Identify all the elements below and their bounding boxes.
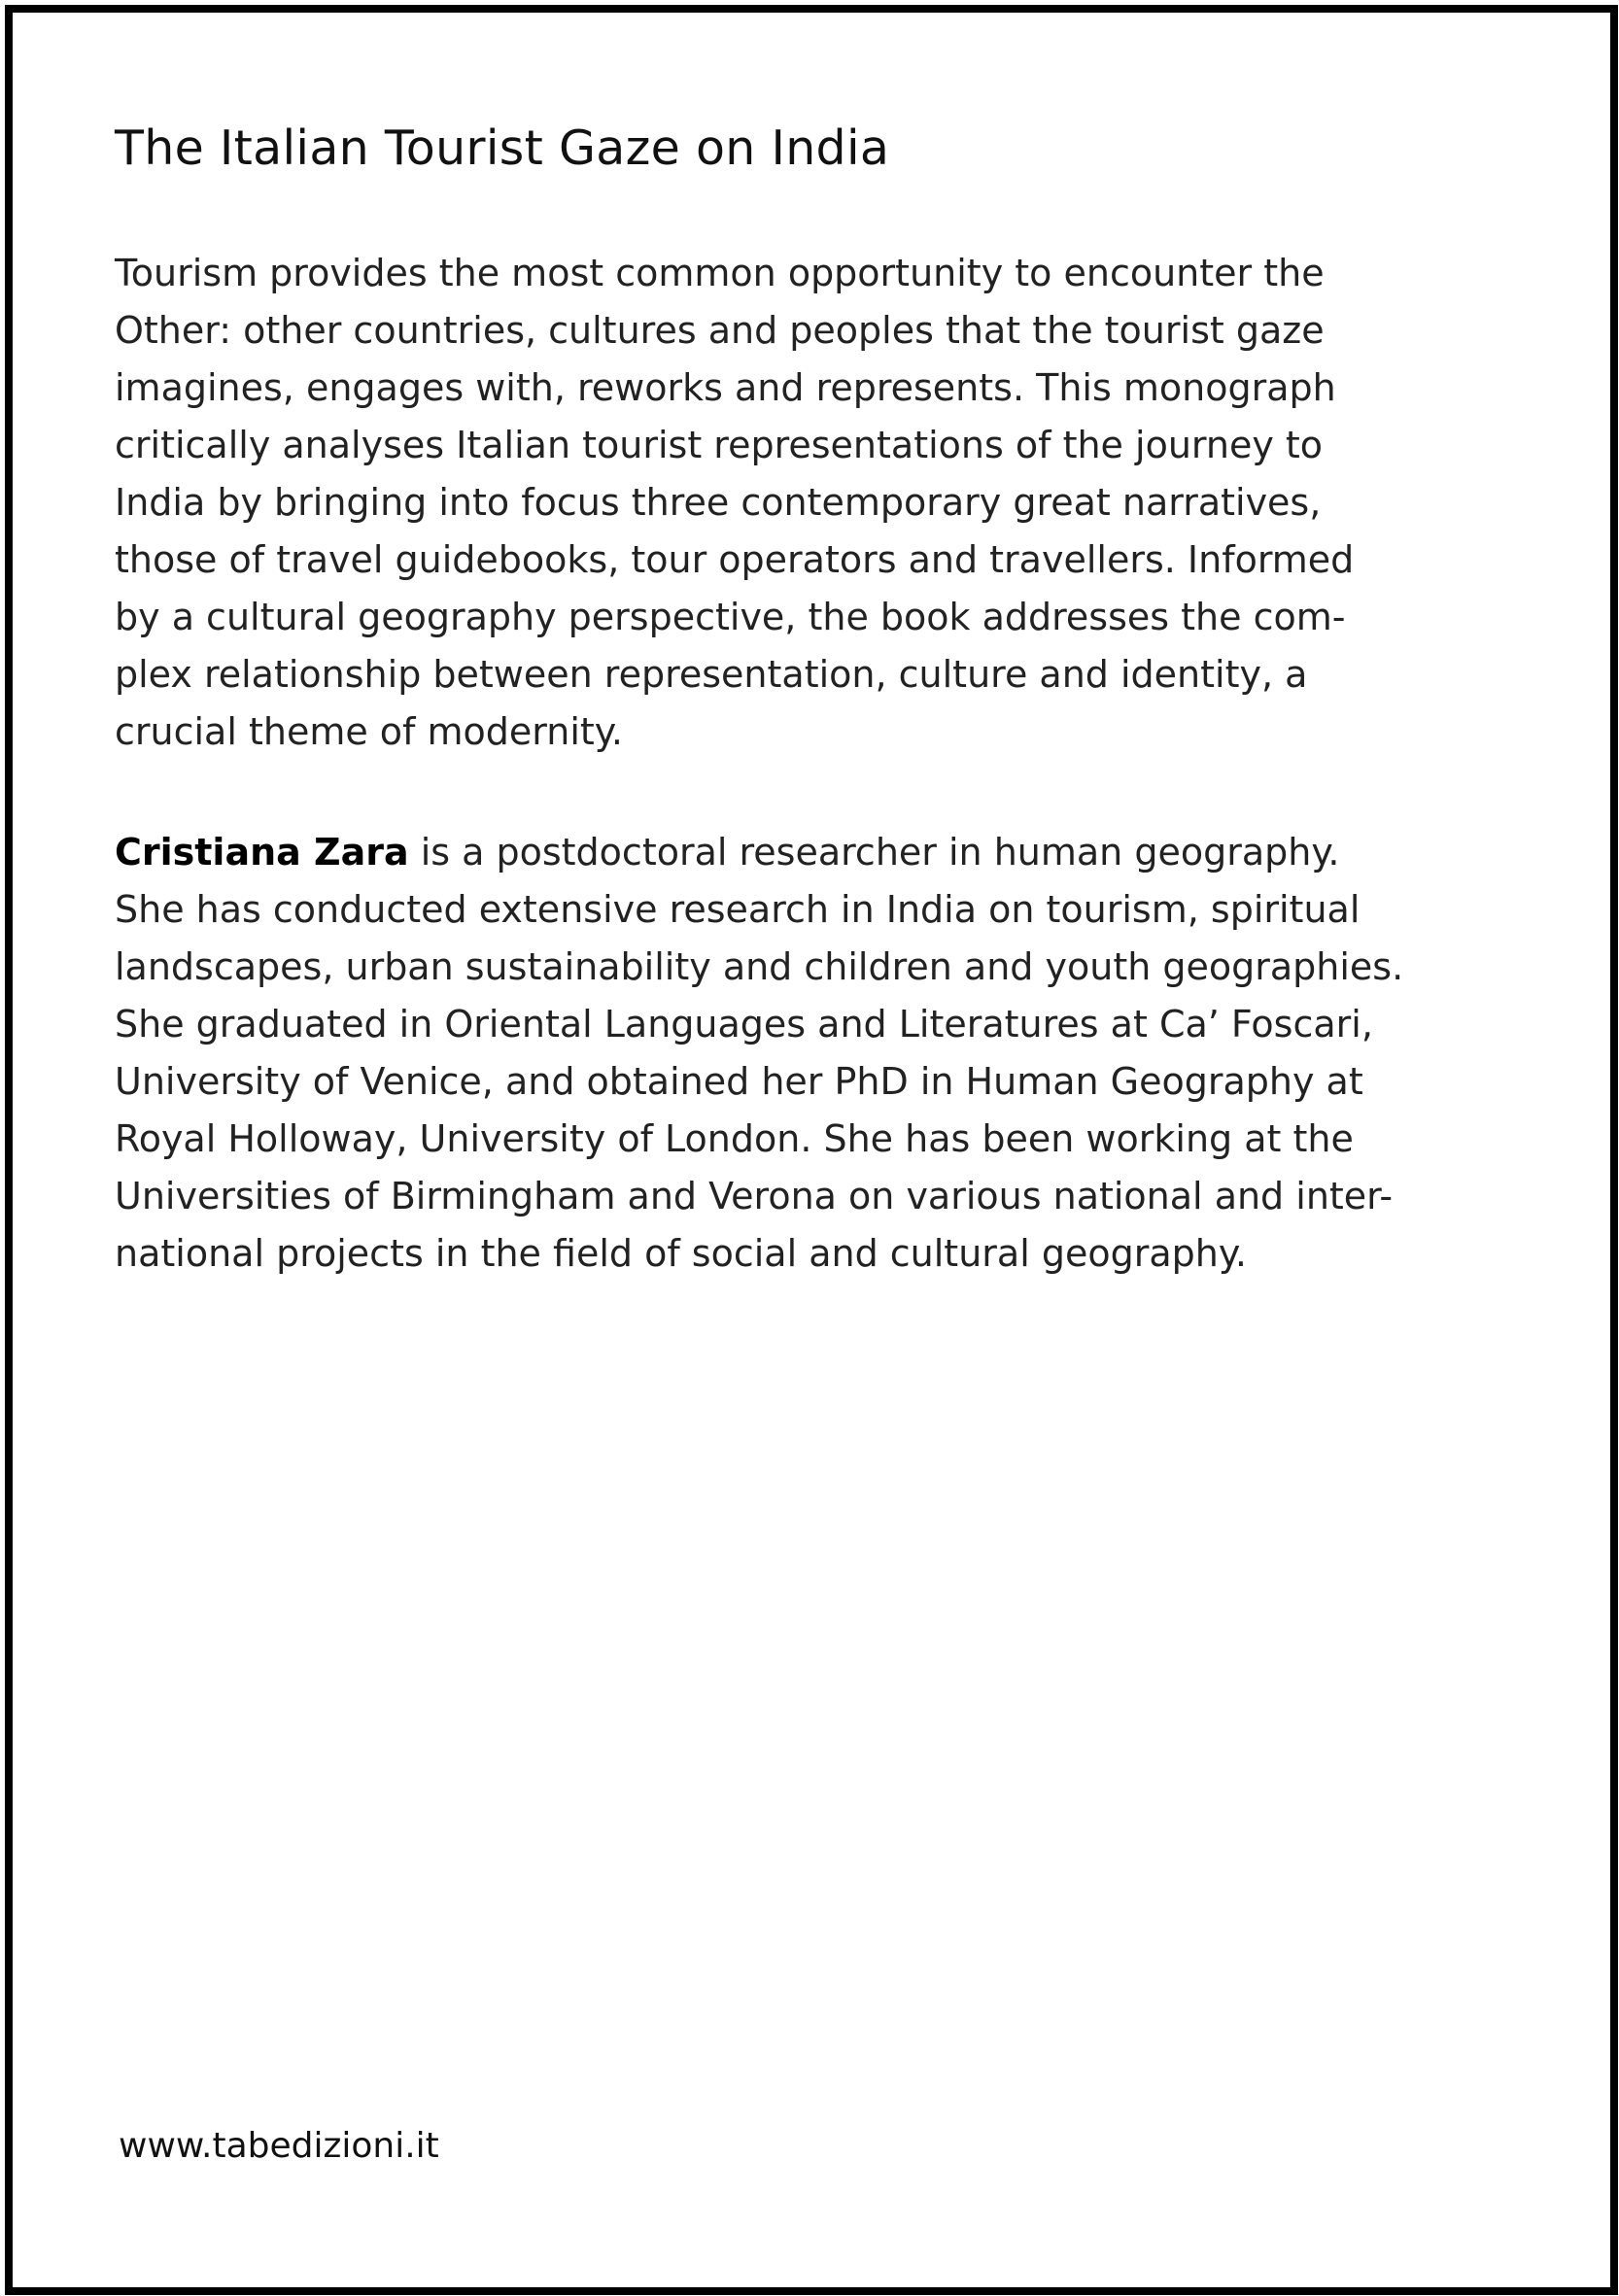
description-line: crucial theme of modernity. xyxy=(115,710,623,753)
description-line: Other: other countries, cultures and peoples that the tourist gaze xyxy=(115,309,1325,352)
back-cover-content xyxy=(115,115,1514,1275)
book-description xyxy=(115,245,1354,761)
author-name: Cristiana Zara xyxy=(115,831,409,874)
description-line: imagines, engages with, reworks and represents. This monograph xyxy=(115,366,1336,409)
publisher-website-link[interactable]: www.tabedizioni.it xyxy=(119,2126,439,2166)
bio-line: landscapes, urban sustainability and children and youth geographies. xyxy=(115,945,1404,988)
bio-line: national projects in the field of social and cultural geography. xyxy=(115,1232,1247,1275)
description-line: by a cultural geography perspective, the book addresses the com- xyxy=(115,596,1346,638)
bio-first-line-text: is a postdoctoral researcher in human geography. xyxy=(408,831,1340,874)
book-title: The Italian Tourist Gaze on India xyxy=(115,120,890,176)
bio-line: University of Venice, and obtained her PhD in Human Geography at xyxy=(115,1060,1363,1103)
description-line: India by bringing into focus three contemporary great narratives, xyxy=(115,481,1322,524)
description-line: Tourism provides the most common opportunity to encounter the xyxy=(115,252,1325,294)
bio-line: She graduated in Oriental Languages and Literatures at Ca’ Foscari, xyxy=(115,1003,1373,1045)
bio-line: She has conducted extensive research in India on tourism, spiritual xyxy=(115,888,1361,931)
description-line: those of travel guidebooks, tour operators and travellers. Informed xyxy=(115,538,1355,581)
bio-line: Royal Holloway, University of London. She has been working at the xyxy=(115,1117,1354,1160)
bio-line: Universities of Birmingham and Verona on various national and inter- xyxy=(115,1175,1394,1217)
description-line: plex relationship between representation, culture and identity, a xyxy=(115,653,1308,696)
description-line: critically analyses Italian tourist representations of the journey to xyxy=(115,424,1324,466)
bio-first-line xyxy=(115,824,1403,881)
author-bio xyxy=(115,824,1403,1283)
